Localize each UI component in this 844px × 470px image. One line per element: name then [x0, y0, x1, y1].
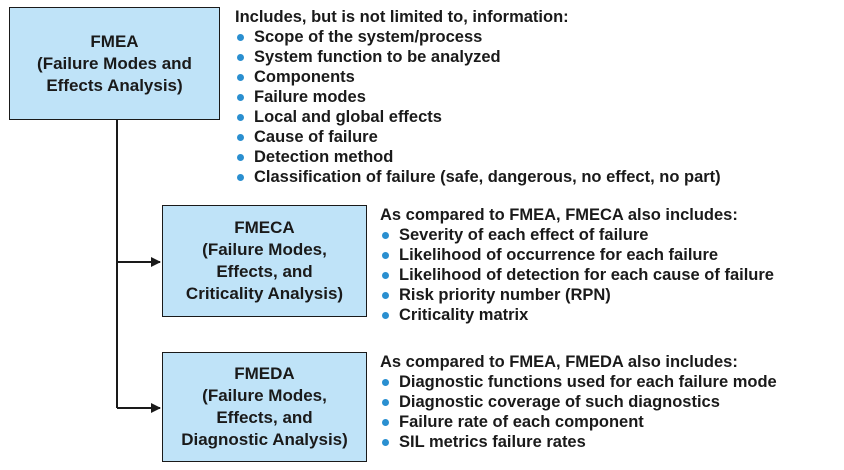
fmea-title-line: (Failure Modes and [37, 53, 192, 73]
list-item: Diagnostic coverage of such diagnostics [380, 392, 777, 412]
list-item: Failure modes [235, 87, 721, 107]
list-item: Scope of the system/process [235, 27, 721, 47]
fmeda-list [380, 372, 777, 452]
fmeca-title-line: FMECA [234, 218, 295, 237]
list-item: SIL metrics failure rates [380, 432, 777, 452]
fmeca-list [380, 225, 774, 325]
fmeca-box [162, 205, 367, 317]
fmea-list [235, 27, 721, 187]
fmea-title-line: Effects Analysis) [46, 75, 183, 95]
fmeca-title-line: Criticality Analysis) [185, 284, 344, 303]
list-item: Likelihood of detection for each cause of failure [380, 265, 774, 285]
fmea-box [9, 7, 220, 120]
fmeda-info [380, 352, 777, 452]
fmea-title-line: FMEA [90, 31, 139, 51]
fmeca-title-line: Effects, and [216, 262, 313, 281]
fmea-heading: Includes, but is not limited to, information: [235, 8, 569, 26]
list-item: Cause of failure [235, 127, 721, 147]
list-item: Components [235, 67, 721, 87]
list-item: Likelihood of occurrence for each failure [380, 245, 774, 265]
fmeda-title-line: Effects, and [216, 408, 313, 427]
fmeca-info [380, 205, 774, 325]
fmeca-title-line: (Failure Modes, [202, 240, 327, 259]
fmeda-box [162, 352, 367, 462]
list-item: Risk priority number (RPN) [380, 285, 774, 305]
list-item: Local and global effects [235, 107, 721, 127]
fmeda-title-line: FMEDA [234, 364, 295, 383]
fmeca-heading: As compared to FMEA, FMECA also includes: [380, 206, 738, 224]
list-item: System function to be analyzed [235, 47, 721, 67]
list-item: Classification of failure (safe, dangerous, no effect, no part) [235, 167, 721, 187]
list-item: Severity of each effect of failure [380, 225, 774, 245]
fmeda-heading: As compared to FMEA, FMEDA also includes: [380, 353, 738, 371]
list-item: Failure rate of each component [380, 412, 777, 432]
fmeda-title-line: (Failure Modes, [202, 386, 327, 405]
fmeda-title-line: Diagnostic Analysis) [181, 430, 348, 449]
list-item: Detection method [235, 147, 721, 167]
fmea-info [235, 7, 721, 187]
list-item: Diagnostic functions used for each failure mode [380, 372, 777, 392]
list-item: Criticality matrix [380, 305, 774, 325]
